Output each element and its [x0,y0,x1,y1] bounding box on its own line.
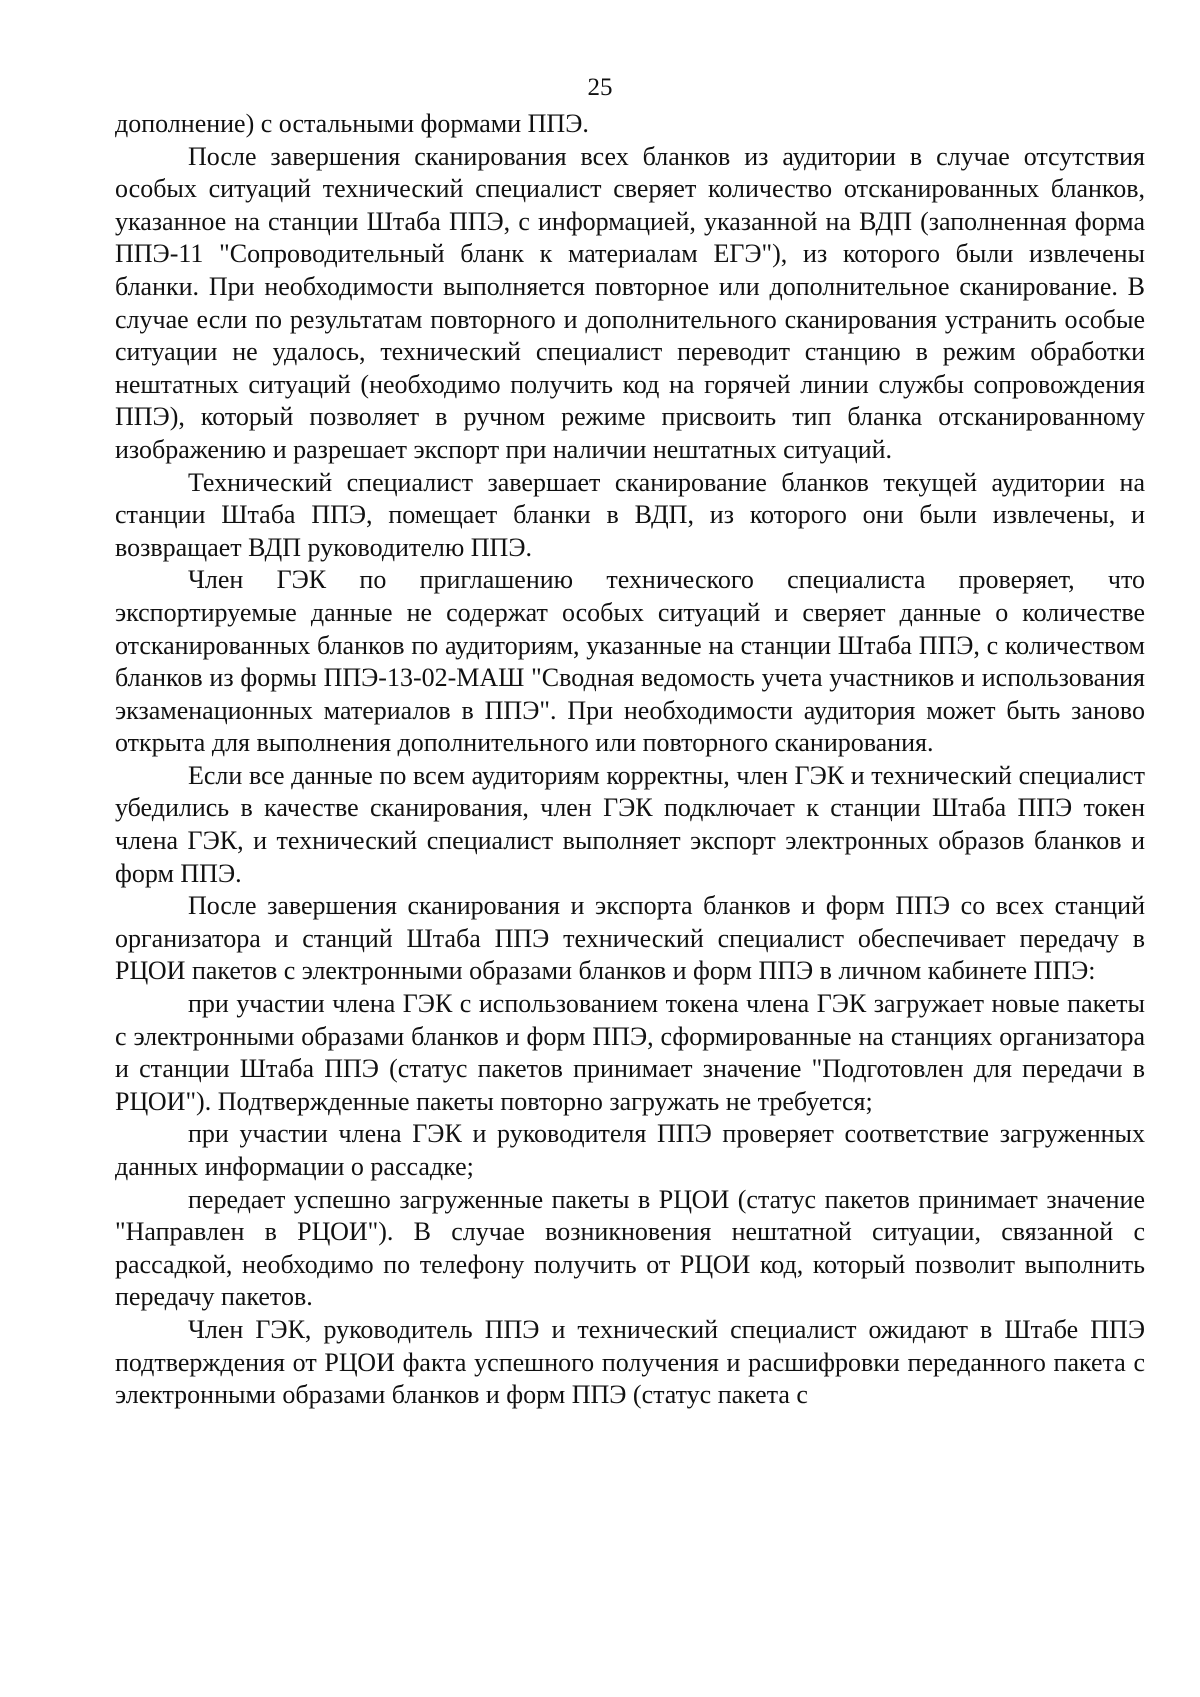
paragraph-transfer: После завершения сканирования и экспорта бланков и форм ППЭ со всех станций организатора и станций Штаба ППЭ технический специалист обеспечивает передачу в РЦОИ пакетов с электронными образами бланков и форм ППЭ в личном кабинете ППЭ: [115,891,1145,986]
paragraph-upload-packages: при участии члена ГЭК с использованием токена члена ГЭК загружает новые пакеты с электронными образами бланков и форм ППЭ, сформированные на станциях организатора и станции Штаба ППЭ (статус пакетов принимает значение "Подготовлен для передачи в РЦОИ"). Подтвержденные пакеты повторно загружать не требуется; [115,989,1145,1116]
paragraph-await-confirmation: Член ГЭК, руководитель ППЭ и технический специалист ожидают в Штабе ППЭ подтверждения от РЦОИ факта успешного получения и расшифровки переданного пакета с электронными образами бланков и форм ППЭ (статус пакета с [115,1314,1145,1410]
page-number: 25 [587,74,613,101]
paragraph-check-seating: при участии члена ГЭК и руководителя ППЭ проверяет соответствие загруженных данных информации о рассадке; [115,1119,1145,1181]
paragraph-send-packages: передает успешно загруженные пакеты в РЦОИ (статус пакетов принимает значение "Направлен в РЦОИ"). В случае возникновения нештатной ситуации, связанной с рассадкой, необходимо по телефону получить от РЦОИ код, который позволит выполнить передачу пакетов. [115,1184,1145,1312]
paragraph-finish-scanning: Технический специалист завершает сканирование бланков текущей аудитории на станции Штаба ППЭ, помещает бланки в ВДП, из которого они были извлечены, и возвращает ВДП руководителю ППЭ. [115,467,1145,562]
paragraph-continuation: дополнение) с остальными формами ППЭ. [115,109,589,138]
paragraph-scanning-check: После завершения сканирования всех бланков из аудитории в случае отсутствия особых ситуаций технический специалист сверяет количество отсканированных бланков, указанное на станции Штаба ППЭ, с информацией, указанной на ВДП (заполненная форма ППЭ-11 "Сопроводительный бланк к материалам ЕГЭ"), из которого были извлечены бланки. При необходимости выполняется повторное или дополнительное сканирование. В случае если по результатам повторного и дополнительного сканирования устранить особые ситуации не удалось, технический специалист переводит станцию в режим обработки нештатных ситуаций (необходимо получить код на горячей линии службы сопровождения ППЭ), который позволяет в ручном режиме присвоить тип бланка отсканированному изображению и разрешает экспорт при наличии нештатных ситуаций. [115,141,1145,464]
paragraph-export: Если все данные по всем аудиториям корректны, член ГЭК и технический специалист убедились в качестве сканирования, член ГЭК подключает к станции Штаба ППЭ токен члена ГЭК, и технический специалист выполняет экспорт электронных образов бланков и форм ППЭ. [115,760,1145,888]
document-body [115,108,1145,1412]
paragraph-gek-verification: Член ГЭК по приглашению технического специалиста проверяет, что экспортируемые данные не содержат особых ситуаций и сверяет данные о количестве отсканированных бланков по аудиториям, указанные на станции Штаба ППЭ, с количеством бланков из формы ППЭ-13-02-МАШ "Сводная ведомость учета участников и использования экзаменационных материалов в ППЭ". При необходимости аудитория может быть заново открыта для выполнения дополнительного или повторного сканирования. [115,565,1145,758]
